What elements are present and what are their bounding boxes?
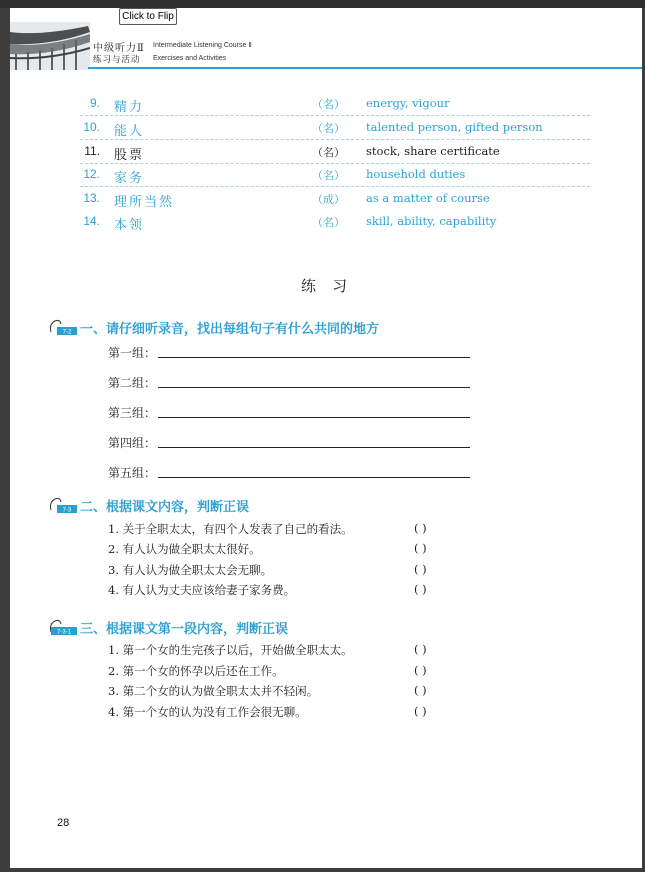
vocab-part-of-speech: （成） [312, 193, 345, 206]
vocab-word: 能人 [114, 124, 145, 139]
true-false-item [108, 520, 468, 538]
book-title-en: Intermediate Listening Course Ⅱ [153, 42, 252, 49]
answer-parentheses[interactable]: ( ) [414, 683, 427, 697]
answer-parentheses[interactable]: ( ) [414, 663, 427, 677]
answer-parentheses[interactable]: ( ) [414, 582, 427, 596]
vocab-word: 精力 [114, 100, 145, 115]
vocab-definition: household duties [366, 167, 466, 181]
audio-track-label: 7-3 [62, 507, 72, 514]
section-name-cn: 练习与活动 [93, 55, 141, 65]
true-false-item [108, 540, 468, 558]
exercise-3-heading [48, 618, 288, 636]
statement-text: 1. 关于全职太太，有四个人发表了自己的看法。 [108, 522, 353, 536]
header-rule [88, 67, 642, 69]
answer-parentheses[interactable]: ( ) [414, 541, 427, 555]
answer-parentheses[interactable]: ( ) [414, 642, 427, 656]
exercise-title: 二、根据课文内容，判断正误 [80, 499, 250, 515]
answer-line[interactable] [158, 417, 470, 418]
answer-line[interactable] [158, 477, 470, 478]
exercise-1-heading [48, 318, 379, 336]
vocab-row [80, 188, 590, 210]
vocab-definition: talented person, gifted person [366, 120, 543, 134]
answer-line[interactable] [158, 357, 470, 358]
vocab-definition: as a matter of course [366, 191, 490, 205]
statement-text: 4. 有人认为丈夫应该给妻子家务费。 [108, 583, 296, 597]
audio-track-icon[interactable] [48, 618, 78, 636]
vocab-definition: stock, share certificate [366, 144, 500, 158]
statement-text: 3. 有人认为做全职太太会无聊。 [108, 563, 273, 577]
click-to-flip-button[interactable]: Click to Flip [119, 8, 177, 25]
answer-parentheses[interactable]: ( ) [414, 521, 427, 535]
book-page [10, 8, 642, 868]
statement-text: 3. 第二个女的认为做全职太太并不轻闲。 [108, 684, 319, 698]
group-label: 第三组： [108, 406, 157, 420]
true-false-item [108, 682, 468, 700]
vocab-part-of-speech: （名） [312, 216, 345, 229]
audio-track-icon[interactable] [48, 496, 78, 514]
vocab-row [80, 164, 590, 187]
vocab-word: 理所当然 [114, 195, 175, 210]
section-name-en: Exercises and Activities [153, 55, 227, 62]
exercise-title: 三、根据课文第一段内容，判断正误 [80, 621, 289, 637]
true-false-item [108, 581, 468, 599]
true-false-item [108, 703, 468, 721]
vocab-row [80, 93, 590, 116]
vocab-word: 本领 [114, 218, 145, 233]
vocab-part-of-speech: （名） [312, 98, 345, 111]
vocab-part-of-speech: （名） [312, 169, 345, 182]
vocab-word: 股票 [114, 148, 145, 163]
vocab-number: 10. [83, 120, 100, 134]
exercise-2-heading [48, 496, 249, 514]
page-number: 28 [57, 817, 70, 829]
page-header [10, 8, 642, 70]
statement-text: 2. 有人认为做全职太太很好。 [108, 542, 261, 556]
true-false-item [108, 641, 468, 659]
vocab-number: 12. [83, 167, 100, 181]
vocab-number: 14. [83, 214, 100, 228]
vocab-number: 11. [84, 144, 100, 158]
vocab-number: 9. [89, 96, 100, 110]
exercise-title: 一、请仔细听录音，找出每组句子有什么共同的地方 [80, 321, 380, 337]
vocab-definition: energy, vigour [366, 96, 450, 110]
vocab-part-of-speech: （名） [312, 146, 345, 159]
pagoda-roof-illustration [10, 22, 90, 70]
book-title-cn: 中级听力Ⅱ [93, 43, 145, 54]
group-label: 第五组： [108, 466, 157, 480]
answer-parentheses[interactable]: ( ) [414, 562, 427, 576]
group-label: 第一组： [108, 346, 157, 360]
audio-track-icon[interactable] [48, 318, 78, 336]
vocab-row [80, 141, 590, 164]
statement-text: 2. 第一个女的怀孕以后还在工作。 [108, 664, 284, 678]
vocab-row [80, 211, 590, 233]
vocab-part-of-speech: （名） [312, 122, 345, 135]
section-title: 练习 [301, 277, 364, 295]
audio-track-label: 7-3-1 [56, 629, 72, 636]
vocab-definition: skill, ability, capability [366, 214, 497, 228]
true-false-item [108, 662, 468, 680]
group-label: 第二组： [108, 376, 157, 390]
answer-line[interactable] [158, 447, 470, 448]
vocab-word: 家务 [114, 171, 145, 186]
group-label: 第四组： [108, 436, 157, 450]
answer-parentheses[interactable]: ( ) [414, 704, 427, 718]
true-false-item [108, 561, 468, 579]
answer-line[interactable] [158, 387, 470, 388]
statement-text: 4. 第一个女的认为没有工作会很无聊。 [108, 705, 307, 719]
vocab-row [80, 117, 590, 140]
audio-track-label: 7-2 [62, 329, 72, 336]
viewer-top-bar [0, 0, 645, 8]
statement-text: 1. 第一个女的生完孩子以后，开始做全职太太。 [108, 643, 353, 657]
vocab-number: 13. [83, 191, 100, 205]
